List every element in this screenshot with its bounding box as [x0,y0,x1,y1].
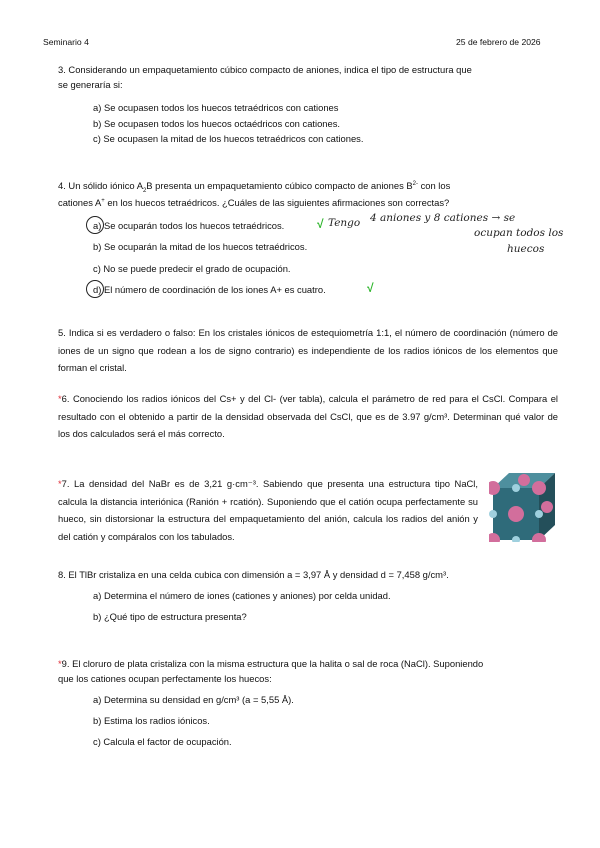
q4-superscript-plus: + [101,197,105,204]
q4-option-a: a) Se ocuparán todos los huecos tetraédricos. [93,220,285,231]
q9-prompt-line1 [58,657,483,670]
handwritten-note-a: Tengo [328,217,361,229]
q3-option-c: c) Se ocupasen la mitad de los huecos tetraédricos con cationes. [93,133,364,144]
handwritten-note-b: 4 aniones y 8 cationes → se [370,212,516,224]
q6-star: * [58,393,62,404]
q4-prompt-line1 [58,179,450,192]
q9-text-line1: 9. El cloruro de plata cristaliza con la misma estructura que la halita o sal de roca (NaCl). Suponiendo [61,658,484,669]
q9-prompt-line2: que los cationes ocupan perfectamente los huecos: [58,673,272,684]
handwritten-note-c: ocupan todos los [474,227,564,239]
q4-text-a: 4. Un sólido iónico A [58,180,143,191]
q7-star: * [58,478,62,489]
q6-block [58,390,558,443]
q3-option-b: b) Se ocupasen todos los huecos octaédricos con cationes. [93,118,341,129]
q9-option-c: c) Calcula el factor de ocupación. [93,736,232,747]
green-check-icon: √ [367,281,374,295]
document-section-label: Seminario 4 [43,37,89,47]
handwritten-note-d: huecos [507,243,545,255]
document-date: 25 de febrero de 2026 [456,37,541,47]
green-check-icon: √ [317,217,324,231]
q7-text: 7. La densidad del NaBr es de 3,21 g·cm⁻³. Sabiendo que presenta una estructura tipo NaCl, calcula la distancia interiónica (Ranión + rcatión). Suponiendo que el catión ocupa perfectamente su hueco, sin distorsionar la estructura del empaquetamiento del anión, calcula los radios del anión y del catión y compáralos con los tabulados. [58,478,478,542]
q8-option-b: b) ¿Qué tipo de estructura presenta? [93,611,247,622]
q5-text: 5. Indica si es verdadero o falso: En los cristales iónicos de estequiometría 1:1, el número de coordinación (número de iones de un signo que rodean a los de signo contrario) es independiente de los radios iónicos de los elementos que forman el cristal. [58,327,558,373]
q4-text-b: B presenta un empaquetamiento cúbico compacto de aniones B [146,180,413,191]
q8-prompt: 8. El TlBr cristaliza en una celda cubica con dimensión a = 3,97 Å y densidad d = 7,458 g/cm³. [58,569,449,580]
q4-prompt-line2 [58,196,449,209]
q4-superscript: 2- [412,180,418,187]
q8-option-a: a) Determina el número de iones (cationes y aniones) por celda unidad. [93,590,391,601]
q9-option-a: a) Determina su densidad en g/cm³ (a = 5,55 Å). [93,694,294,705]
q6-text: 6. Conociendo los radios iónicos del Cs+ y del Cl- (ver tabla), calcula el parámetro de red para el CsCl. Compara el resultado con el obtenido a partir de la densidad observada del CsCl, que es de 3.97 g/cm³. Determinan qué valor de los dos calculados será el más correcto. [58,393,558,439]
q3-option-a: a) Se ocupasen todos los huecos tetraédricos con cationes [93,102,339,113]
q4-option-d: d) El número de coordinación de los iones A+ es cuatro. [93,284,326,295]
q9-star: * [58,658,62,669]
q4-option-c: c) No se puede predecir el grado de ocupación. [93,263,291,274]
q4-text-e: en los huecos tetraédricos. ¿Cuáles de las siguientes afirmaciones son correctas? [104,197,450,208]
q4-subscript: 2 [142,187,147,194]
q4-option-b: b) Se ocuparán la mitad de los huecos tetraédricos. [93,241,308,252]
nacl-crystal-cube-image [489,470,557,542]
q4-text-c: con los [417,180,451,191]
q7-block [58,475,478,545]
q3-prompt-line2: se generaría si: [58,79,123,90]
q3-prompt-line1: 3. Considerando un empaquetamiento cúbico compacto de aniones, indica el tipo de estructura que [58,64,472,75]
q9-option-b: b) Estima los radios iónicos. [93,715,210,726]
q4-text-d: cationes A [58,197,102,208]
